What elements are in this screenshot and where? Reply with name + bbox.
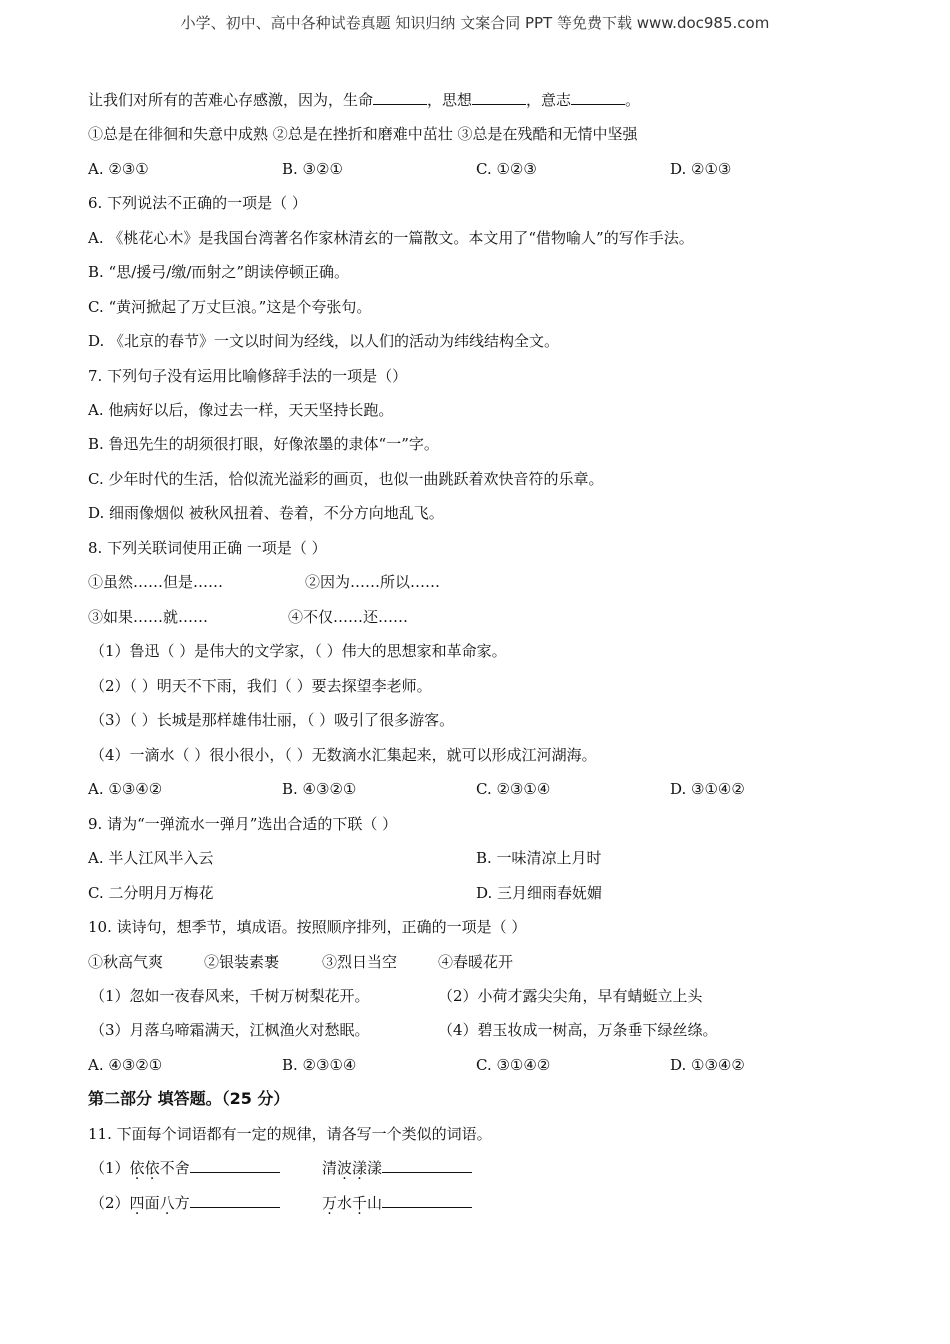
q10-option-c[interactable]: C. ③①④②	[476, 1056, 551, 1074]
q11-word-4: 万水千山	[322, 1194, 383, 1212]
q5-stem: 让我们对所有的苦难心存感激，因为，生命 ，思想 ，意志 。	[88, 91, 641, 109]
q9-option-c[interactable]: C. 二分明月万梅花	[88, 884, 214, 902]
q8-pair-2: ②因为……所以……	[305, 573, 441, 591]
q10-poem-1: （1）忽如一夜春风来，千树万树梨花开。	[90, 987, 370, 1005]
dot-char: 漾	[352, 1159, 368, 1177]
q11-stem: 11. 下面每个词语都有一定的规律，请各写一个类似的词语。	[88, 1125, 492, 1143]
q6-option-c[interactable]: C. “黄河掀起了万丈巨浪。”这是个夸张句。	[88, 298, 372, 316]
answer-blank[interactable]	[190, 1158, 280, 1173]
dot-char: 依	[144, 1159, 160, 1177]
q6-stem: 6. 下列说法不正确的一项是（ ）	[88, 194, 307, 212]
q7-option-d[interactable]: D. 细雨像烟似 被秋风扭着、卷着，不分方向地乱飞。	[88, 504, 444, 522]
q10-option-d[interactable]: D. ①③④②	[670, 1056, 745, 1074]
q7-option-c[interactable]: C. 少年时代的生活，恰似流光溢彩的画页，也似一曲跳跃着欢快音符的乐章。	[88, 470, 604, 488]
q7-option-b[interactable]: B. 鲁迅先生的胡须很打眼，好像浓墨的隶体“一”字。	[88, 435, 439, 453]
answer-blank[interactable]	[382, 1193, 472, 1208]
q8-option-d[interactable]: D. ③①④②	[670, 780, 745, 798]
q6-option-a[interactable]: A. 《桃花心木》是我国台湾著名作家林清玄的一篇散文。本文用了“借物喻人”的写作手法。	[88, 229, 694, 247]
answer-blank[interactable]	[190, 1193, 280, 1208]
q9-stem: 9. 请为“一弹流水一弹月”选出合适的下联（ ）	[88, 815, 398, 833]
page-header: 小学、初中、高中各种试卷真题 知识归纳 文案合同 PPT 等免费下载 www.doc985.com	[180, 14, 770, 32]
q8-pair-1: ①虽然……但是……	[88, 573, 224, 591]
section-title: 第二部分 填答题。（25 分）	[88, 1089, 290, 1108]
q5-statements: ①总是在徘徊和失意中成熟 ②总是在挫折和磨难中茁壮 ③总是在残酷和无情中坚强	[88, 125, 638, 143]
q7-stem: 7. 下列句子没有运用比喻修辞手法的一项是（）	[88, 367, 408, 385]
q9-option-b[interactable]: B. 一味清凉上月时	[476, 849, 602, 867]
q11-row-1b	[322, 1158, 472, 1178]
q8-option-b[interactable]: B. ④③②①	[282, 780, 357, 798]
q8-pair-4: ④不仅……还……	[288, 608, 409, 626]
q8-option-a[interactable]: A. ①③④②	[88, 780, 163, 798]
q10-idiom-1: ①秋高气爽	[88, 953, 164, 971]
q5-option-c[interactable]: C. ①②③	[476, 160, 537, 178]
q8-sentence-2: （2）（ ）明天不下雨，我们（ ）要去探望李老师。	[90, 677, 432, 695]
q8-option-c[interactable]: C. ②③①④	[476, 780, 551, 798]
q11-row-1: （1）依依不舍	[90, 1158, 280, 1178]
q8-sentence-3: （3）（ ）长城是那样雄伟壮丽，（ ）吸引了很多游客。	[90, 711, 455, 729]
q10-poem-4: （4）碧玉妆成一树高，万条垂下绿丝绦。	[438, 1021, 718, 1039]
q5-option-d[interactable]: D. ②①③	[670, 160, 732, 178]
q11-row-2b	[322, 1193, 472, 1213]
q11-word-2: 清波漾漾	[322, 1159, 383, 1177]
q8-sentence-4: （4）一滴水（ ）很小很小，（ ）无数滴水汇集起来，就可以形成江河湖海。	[90, 746, 597, 764]
dot-char: 八	[159, 1194, 175, 1212]
answer-blank[interactable]	[472, 90, 526, 105]
q5-option-a[interactable]: A. ②③①	[88, 160, 149, 178]
dot-char: 千	[352, 1194, 368, 1212]
q8-stem: 8. 下列关联词使用正确 一项是（ ）	[88, 539, 327, 557]
q6-option-d[interactable]: D. 《北京的春节》一文以时间为经线，以人们的活动为纬线结构全文。	[88, 332, 560, 350]
q6-option-b[interactable]: B. “思/援弓/缴/而射之”朗读停顿正确。	[88, 263, 350, 281]
q11-word-1: 依依不舍	[129, 1159, 190, 1177]
q10-option-b[interactable]: B. ②③①④	[282, 1056, 357, 1074]
q10-idiom-4: ④春暖花开	[438, 953, 514, 971]
dot-char: 波	[337, 1159, 353, 1177]
q5-option-b[interactable]: B. ③②①	[282, 160, 343, 178]
dot-char: 四	[129, 1194, 145, 1212]
q9-option-a[interactable]: A. 半人江风半入云	[88, 849, 214, 867]
q10-option-a[interactable]: A. ④③②①	[88, 1056, 163, 1074]
answer-blank[interactable]	[373, 90, 427, 105]
q8-sentence-1: （1）鲁迅（ ）是伟大的文学家，（ ）伟大的思想家和革命家。	[90, 642, 507, 660]
q10-stem: 10. 读诗句，想季节，填成语。按照顺序排列，正确的一项是（ ）	[88, 918, 527, 936]
q8-pair-3: ③如果……就……	[88, 608, 209, 626]
q11-row-2: （2）四面八方	[90, 1193, 280, 1213]
q10-poem-3: （3）月落乌啼霜满天，江枫渔火对愁眠。	[90, 1021, 370, 1039]
answer-blank[interactable]	[382, 1158, 472, 1173]
q10-idiom-3: ③烈日当空	[322, 953, 398, 971]
q9-option-d[interactable]: D. 三月细雨春妩媚	[476, 884, 603, 902]
answer-blank[interactable]	[571, 90, 625, 105]
dot-char: 万	[322, 1194, 338, 1212]
q10-poem-2: （2）小荷才露尖尖角，早有蜻蜓立上头	[438, 987, 703, 1005]
dot-char: 依	[129, 1159, 145, 1177]
q7-option-a[interactable]: A. 他病好以后，像过去一样，天天坚持长跑。	[88, 401, 394, 419]
q10-idiom-2: ②银装素裹	[204, 953, 280, 971]
q11-word-3: 四面八方	[129, 1194, 190, 1212]
